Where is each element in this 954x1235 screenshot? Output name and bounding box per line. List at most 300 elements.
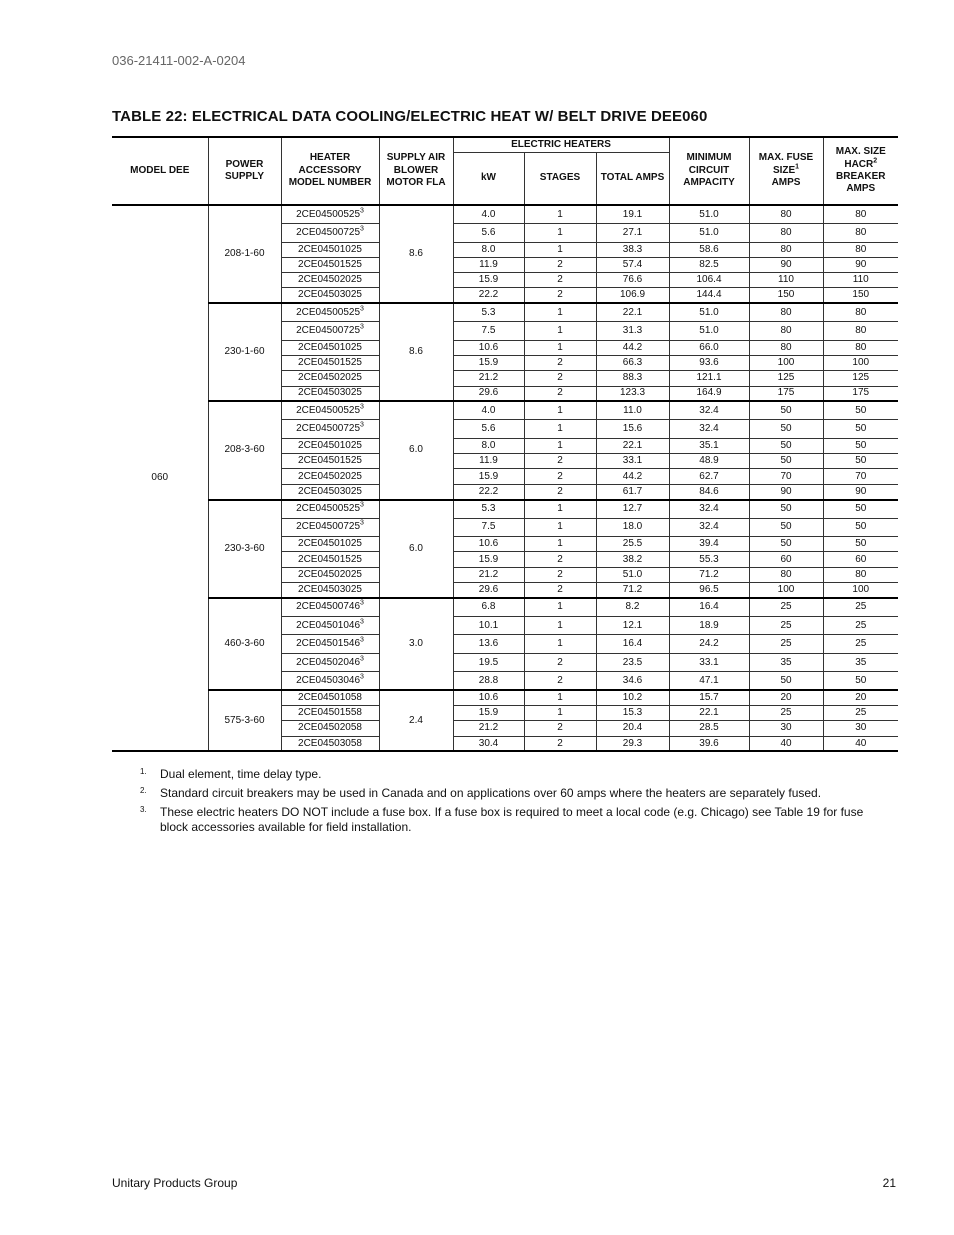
cell-hacr: 50 <box>823 401 898 420</box>
cell-blower-fla: 8.6 <box>379 205 453 303</box>
header-max-fuse-unit: AMPS <box>771 177 801 189</box>
table-row <box>112 303 898 322</box>
table-row <box>112 401 898 420</box>
footnote-ref-3: 3 <box>360 225 364 233</box>
cell-total-amps: 57.4 <box>596 257 669 272</box>
footnote-ref-3: 3 <box>360 519 364 527</box>
footer-company: Unitary Products Group <box>112 1176 238 1190</box>
cell-kw: 4.0 <box>453 205 524 224</box>
cell-heater-model <box>281 420 379 439</box>
cell-total-amps: 123.3 <box>596 386 669 401</box>
cell-min-circuit: 39.4 <box>669 537 749 552</box>
cell-max-fuse: 30 <box>749 721 823 736</box>
cell-total-amps: 12.7 <box>596 500 669 519</box>
cell-total-amps: 19.1 <box>596 205 669 224</box>
cell-stages: 1 <box>524 242 596 257</box>
cell-kw: 4.0 <box>453 401 524 420</box>
cell-hacr: 50 <box>823 454 898 469</box>
cell-power-supply: 460-3-60 <box>208 598 281 691</box>
table-row <box>112 598 898 617</box>
cell-max-fuse: 100 <box>749 355 823 370</box>
cell-total-amps: 33.1 <box>596 454 669 469</box>
cell-min-circuit: 48.9 <box>669 454 749 469</box>
cell-power-supply: 230-3-60 <box>208 500 281 598</box>
cell-total-amps: 16.4 <box>596 635 669 654</box>
table-body <box>112 205 898 751</box>
cell-max-fuse: 80 <box>749 242 823 257</box>
cell-power-supply: 208-1-60 <box>208 205 281 303</box>
heater-model-number: 2CE04501025 <box>298 243 362 255</box>
cell-stages: 2 <box>524 371 596 386</box>
cell-kw: 5.6 <box>453 420 524 439</box>
cell-kw: 28.8 <box>453 672 524 691</box>
cell-heater-model <box>281 616 379 635</box>
cell-stages: 1 <box>524 635 596 654</box>
cell-total-amps: 22.1 <box>596 438 669 453</box>
footnote-number: 2. <box>140 786 147 795</box>
cell-max-fuse: 80 <box>749 567 823 582</box>
cell-max-fuse: 25 <box>749 616 823 635</box>
cell-total-amps: 18.0 <box>596 518 669 537</box>
heater-model-number: 2CE04501525 <box>298 258 362 270</box>
header-total-amps: TOTAL AMPS <box>596 152 669 205</box>
heater-model-number: 2CE04500746 <box>296 601 361 613</box>
cell-hacr: 80 <box>823 322 898 341</box>
cell-total-amps: 38.2 <box>596 552 669 567</box>
cell-total-amps: 29.3 <box>596 736 669 751</box>
cell-kw: 15.9 <box>453 273 524 288</box>
cell-kw: 5.6 <box>453 224 524 243</box>
cell-total-amps: 76.6 <box>596 273 669 288</box>
cell-total-amps: 25.5 <box>596 537 669 552</box>
cell-min-circuit: 55.3 <box>669 552 749 567</box>
cell-kw: 11.9 <box>453 454 524 469</box>
cell-heater-model <box>281 303 379 322</box>
footnote-ref-3: 3 <box>360 323 364 331</box>
cell-total-amps: 44.2 <box>596 340 669 355</box>
cell-hacr: 175 <box>823 386 898 401</box>
cell-blower-fla: 6.0 <box>379 500 453 598</box>
cell-total-amps: 31.3 <box>596 322 669 341</box>
cell-hacr: 50 <box>823 537 898 552</box>
cell-hacr: 80 <box>823 340 898 355</box>
cell-kw: 15.9 <box>453 706 524 721</box>
cell-kw: 22.2 <box>453 288 524 303</box>
cell-kw: 10.1 <box>453 616 524 635</box>
cell-stages: 1 <box>524 340 596 355</box>
cell-heater-model <box>281 518 379 537</box>
cell-heater-model <box>281 242 379 257</box>
table-row <box>112 500 898 519</box>
cell-hacr: 60 <box>823 552 898 567</box>
cell-stages: 1 <box>524 690 596 705</box>
cell-hacr: 20 <box>823 690 898 705</box>
page-number: 21 <box>882 1176 896 1190</box>
cell-stages: 1 <box>524 706 596 721</box>
cell-min-circuit: 93.6 <box>669 355 749 370</box>
cell-total-amps: 38.3 <box>596 242 669 257</box>
cell-heater-model <box>281 598 379 617</box>
cell-stages: 1 <box>524 518 596 537</box>
heater-model-number: 2CE04502058 <box>298 722 362 734</box>
heater-model-number: 2CE04502025 <box>298 274 362 286</box>
cell-min-circuit: 32.4 <box>669 420 749 439</box>
cell-blower-fla: 8.6 <box>379 303 453 401</box>
cell-heater-model <box>281 454 379 469</box>
cell-min-circuit: 84.6 <box>669 484 749 499</box>
cell-max-fuse: 50 <box>749 500 823 519</box>
footnote-ref-3: 3 <box>360 655 364 663</box>
cell-stages: 1 <box>524 303 596 322</box>
heater-model-number: 2CE04501546 <box>296 638 361 649</box>
cell-max-fuse: 25 <box>749 706 823 721</box>
cell-total-amps: 27.1 <box>596 224 669 243</box>
cell-kw: 6.8 <box>453 598 524 617</box>
cell-kw: 10.6 <box>453 690 524 705</box>
cell-stages: 1 <box>524 401 596 420</box>
cell-heater-model <box>281 257 379 272</box>
cell-kw: 11.9 <box>453 257 524 272</box>
cell-total-amps: 44.2 <box>596 469 669 484</box>
cell-max-fuse: 35 <box>749 653 823 672</box>
header-model: MODEL DEE <box>112 137 208 205</box>
electrical-data-table-container <box>112 136 898 752</box>
cell-min-circuit: 15.7 <box>669 690 749 705</box>
cell-min-circuit: 121.1 <box>669 371 749 386</box>
footnotes <box>140 767 870 839</box>
cell-kw: 8.0 <box>453 242 524 257</box>
cell-stages: 1 <box>524 322 596 341</box>
cell-kw: 30.4 <box>453 736 524 751</box>
cell-hacr: 30 <box>823 721 898 736</box>
cell-max-fuse: 80 <box>749 340 823 355</box>
cell-min-circuit: 22.1 <box>669 706 749 721</box>
cell-stages: 2 <box>524 736 596 751</box>
cell-stages: 1 <box>524 598 596 617</box>
heater-model-number: 2CE04500725 <box>296 324 361 336</box>
footnote-ref-3: 3 <box>360 618 364 626</box>
cell-kw: 29.6 <box>453 386 524 401</box>
heater-model-number: 2CE04502025 <box>298 470 362 482</box>
cell-stages: 1 <box>524 500 596 519</box>
header-power-supply: POWER SUPPLY <box>208 137 281 205</box>
cell-min-circuit: 24.2 <box>669 635 749 654</box>
header-max-fuse <box>749 137 823 205</box>
cell-stages: 2 <box>524 582 596 597</box>
heater-model-number: 2CE04503058 <box>298 737 362 749</box>
cell-kw: 15.9 <box>453 355 524 370</box>
cell-max-fuse: 100 <box>749 582 823 597</box>
cell-hacr: 50 <box>823 672 898 691</box>
cell-min-circuit: 164.9 <box>669 386 749 401</box>
header-blower-fla: SUPPLY AIR BLOWER MOTOR FLA <box>379 137 453 205</box>
footnote-number: 1. <box>140 767 147 776</box>
cell-min-circuit: 35.1 <box>669 438 749 453</box>
heater-model-number: 2CE04501558 <box>298 707 362 719</box>
cell-model: 060 <box>112 205 208 751</box>
cell-stages: 2 <box>524 484 596 499</box>
cell-total-amps: 15.6 <box>596 420 669 439</box>
heater-model-number: 2CE04500525 <box>296 404 361 416</box>
cell-total-amps: 106.9 <box>596 288 669 303</box>
cell-total-amps: 51.0 <box>596 567 669 582</box>
cell-max-fuse: 25 <box>749 635 823 654</box>
cell-heater-model <box>281 401 379 420</box>
header-min-circuit: MINIMUM CIRCUIT AMPACITY <box>669 137 749 205</box>
footnote-ref-3: 3 <box>360 673 364 681</box>
footnote-text: Standard circuit breakers may be used in Canada and on applications over 60 amps where the heaters are separately fused. <box>160 786 822 800</box>
document-id: 036-21411-002-A-0204 <box>112 53 246 68</box>
heater-model-number: 2CE04500725 <box>296 423 361 435</box>
cell-max-fuse: 80 <box>749 205 823 224</box>
heater-model-number: 2CE04501025 <box>298 538 362 550</box>
cell-max-fuse: 50 <box>749 401 823 420</box>
cell-max-fuse: 50 <box>749 454 823 469</box>
cell-min-circuit: 62.7 <box>669 469 749 484</box>
cell-power-supply: 208-3-60 <box>208 401 281 499</box>
cell-stages: 2 <box>524 567 596 582</box>
footnote-text: These electric heaters DO NOT include a fuse box. If a fuse box is required to meet a local code (e.g. Chicago) see Table 19 for fuse block accessories available for field installation. <box>160 805 864 834</box>
cell-heater-model <box>281 438 379 453</box>
cell-max-fuse: 90 <box>749 484 823 499</box>
footnote-text: Dual element, time delay type. <box>160 767 322 781</box>
heater-model-number: 2CE04502025 <box>298 372 362 384</box>
cell-stages: 2 <box>524 454 596 469</box>
footnote-ref-3: 3 <box>360 636 364 644</box>
heater-model-number: 2CE04501525 <box>298 357 362 369</box>
footnote-ref-3: 3 <box>360 421 364 429</box>
cell-min-circuit: 28.5 <box>669 721 749 736</box>
cell-min-circuit: 51.0 <box>669 224 749 243</box>
cell-stages: 2 <box>524 257 596 272</box>
header-kw: kW <box>453 152 524 205</box>
cell-stages: 1 <box>524 420 596 439</box>
cell-heater-model <box>281 552 379 567</box>
cell-max-fuse: 80 <box>749 322 823 341</box>
cell-min-circuit: 51.0 <box>669 322 749 341</box>
heater-model-number: 2CE04501025 <box>298 440 362 452</box>
cell-kw: 21.2 <box>453 567 524 582</box>
cell-hacr: 80 <box>823 205 898 224</box>
cell-min-circuit: 18.9 <box>669 616 749 635</box>
heater-model-number: 2CE04503046 <box>296 674 361 686</box>
cell-min-circuit: 16.4 <box>669 598 749 617</box>
header-electric-heaters: ELECTRIC HEATERS <box>453 137 669 152</box>
cell-hacr: 150 <box>823 288 898 303</box>
cell-hacr: 25 <box>823 598 898 617</box>
cell-heater-model <box>281 224 379 243</box>
footnote <box>140 767 870 782</box>
heater-model-number: 2CE04500725 <box>296 521 361 533</box>
footnote-number: 3. <box>140 805 147 814</box>
footnote <box>140 805 870 835</box>
cell-stages: 2 <box>524 552 596 567</box>
cell-heater-model <box>281 484 379 499</box>
cell-max-fuse: 50 <box>749 420 823 439</box>
cell-kw: 13.6 <box>453 635 524 654</box>
cell-kw: 8.0 <box>453 438 524 453</box>
cell-max-fuse: 25 <box>749 598 823 617</box>
cell-hacr: 110 <box>823 273 898 288</box>
cell-heater-model <box>281 322 379 341</box>
heater-model-number: 2CE04502046 <box>296 656 361 668</box>
cell-kw: 10.6 <box>453 340 524 355</box>
cell-stages: 2 <box>524 386 596 401</box>
cell-heater-model <box>281 672 379 691</box>
cell-max-fuse: 50 <box>749 672 823 691</box>
footnote-ref-2: 2 <box>873 157 878 165</box>
cell-max-fuse: 175 <box>749 386 823 401</box>
cell-total-amps: 34.6 <box>596 672 669 691</box>
cell-total-amps: 11.0 <box>596 401 669 420</box>
cell-stages: 2 <box>524 288 596 303</box>
cell-kw: 21.2 <box>453 721 524 736</box>
header-max-fuse-text: MAX. FUSE SIZE <box>758 152 814 176</box>
table-row <box>112 205 898 224</box>
heater-model-number: 2CE04502025 <box>298 568 362 580</box>
cell-heater-model <box>281 690 379 705</box>
cell-heater-model <box>281 500 379 519</box>
footnote-ref-1: 1 <box>795 163 800 171</box>
cell-total-amps: 61.7 <box>596 484 669 499</box>
electrical-data-table <box>112 136 898 752</box>
cell-kw: 21.2 <box>453 371 524 386</box>
cell-total-amps: 23.5 <box>596 653 669 672</box>
heater-model-number: 2CE04503025 <box>298 387 362 399</box>
cell-kw: 5.3 <box>453 500 524 519</box>
cell-heater-model <box>281 371 379 386</box>
header-stages: STAGES <box>524 152 596 205</box>
cell-heater-model <box>281 205 379 224</box>
cell-hacr: 70 <box>823 469 898 484</box>
cell-min-circuit: 51.0 <box>669 303 749 322</box>
cell-blower-fla: 2.4 <box>379 690 453 751</box>
cell-kw: 7.5 <box>453 518 524 537</box>
cell-stages: 2 <box>524 721 596 736</box>
cell-min-circuit: 144.4 <box>669 288 749 303</box>
cell-hacr: 40 <box>823 736 898 751</box>
cell-kw: 19.5 <box>453 653 524 672</box>
heater-model-number: 2CE04503025 <box>298 289 362 301</box>
cell-blower-fla: 6.0 <box>379 401 453 499</box>
cell-min-circuit: 33.1 <box>669 653 749 672</box>
cell-max-fuse: 80 <box>749 303 823 322</box>
cell-stages: 1 <box>524 537 596 552</box>
cell-min-circuit: 32.4 <box>669 401 749 420</box>
cell-heater-model <box>281 386 379 401</box>
cell-kw: 15.9 <box>453 552 524 567</box>
cell-heater-model <box>281 537 379 552</box>
cell-hacr: 25 <box>823 635 898 654</box>
header-hacr-text: MAX. SIZE HACR <box>835 146 886 170</box>
heater-model-number: 2CE04500725 <box>296 226 361 238</box>
heater-model-number: 2CE04503025 <box>298 583 362 595</box>
cell-min-circuit: 51.0 <box>669 205 749 224</box>
cell-kw: 15.9 <box>453 469 524 484</box>
footnote-ref-3: 3 <box>360 501 364 509</box>
cell-total-amps: 71.2 <box>596 582 669 597</box>
heater-model-number: 2CE04500525 <box>296 503 361 515</box>
heater-model-number: 2CE04500525 <box>296 306 361 318</box>
cell-stages: 1 <box>524 438 596 453</box>
cell-max-fuse: 150 <box>749 288 823 303</box>
header-heater-model: HEATER ACCESSORY MODEL NUMBER <box>281 137 379 205</box>
cell-max-fuse: 50 <box>749 518 823 537</box>
cell-min-circuit: 47.1 <box>669 672 749 691</box>
cell-hacr: 80 <box>823 567 898 582</box>
heater-model-number: 2CE04501058 <box>298 692 362 704</box>
cell-heater-model <box>281 721 379 736</box>
cell-min-circuit: 96.5 <box>669 582 749 597</box>
cell-max-fuse: 50 <box>749 438 823 453</box>
cell-hacr: 100 <box>823 355 898 370</box>
cell-kw: 5.3 <box>453 303 524 322</box>
cell-power-supply: 230-1-60 <box>208 303 281 401</box>
table-title: TABLE 22: ELECTRICAL DATA COOLING/ELECTRIC HEAT W/ BELT DRIVE DEE060 <box>112 108 708 125</box>
cell-hacr: 25 <box>823 706 898 721</box>
cell-total-amps: 66.3 <box>596 355 669 370</box>
cell-heater-model <box>281 567 379 582</box>
cell-heater-model <box>281 469 379 484</box>
cell-max-fuse: 80 <box>749 224 823 243</box>
cell-blower-fla: 3.0 <box>379 598 453 691</box>
cell-stages: 2 <box>524 273 596 288</box>
cell-max-fuse: 60 <box>749 552 823 567</box>
cell-min-circuit: 32.4 <box>669 518 749 537</box>
cell-hacr: 80 <box>823 242 898 257</box>
cell-stages: 2 <box>524 672 596 691</box>
cell-kw: 29.6 <box>453 582 524 597</box>
cell-heater-model <box>281 653 379 672</box>
cell-hacr: 90 <box>823 484 898 499</box>
cell-total-amps: 10.2 <box>596 690 669 705</box>
cell-min-circuit: 82.5 <box>669 257 749 272</box>
cell-stages: 2 <box>524 355 596 370</box>
cell-max-fuse: 20 <box>749 690 823 705</box>
cell-hacr: 50 <box>823 420 898 439</box>
heater-model-number: 2CE04501525 <box>298 553 362 565</box>
cell-stages: 1 <box>524 616 596 635</box>
cell-heater-model <box>281 582 379 597</box>
cell-hacr: 80 <box>823 303 898 322</box>
heater-model-number: 2CE04501025 <box>298 341 362 353</box>
footnote-ref-3: 3 <box>360 305 364 313</box>
cell-hacr: 100 <box>823 582 898 597</box>
cell-min-circuit: 32.4 <box>669 500 749 519</box>
footnote-ref-3: 3 <box>360 403 364 411</box>
cell-max-fuse: 125 <box>749 371 823 386</box>
heater-model-number: 2CE04503025 <box>298 485 362 497</box>
cell-min-circuit: 58.6 <box>669 242 749 257</box>
cell-hacr: 50 <box>823 518 898 537</box>
cell-stages: 2 <box>524 653 596 672</box>
cell-max-fuse: 40 <box>749 736 823 751</box>
cell-max-fuse: 50 <box>749 537 823 552</box>
cell-heater-model <box>281 635 379 654</box>
cell-hacr: 50 <box>823 438 898 453</box>
cell-total-amps: 15.3 <box>596 706 669 721</box>
cell-kw: 22.2 <box>453 484 524 499</box>
cell-heater-model <box>281 706 379 721</box>
cell-heater-model <box>281 273 379 288</box>
cell-hacr: 125 <box>823 371 898 386</box>
cell-stages: 2 <box>524 469 596 484</box>
cell-hacr: 80 <box>823 224 898 243</box>
cell-total-amps: 12.1 <box>596 616 669 635</box>
footnote-ref-3: 3 <box>360 207 364 215</box>
cell-min-circuit: 71.2 <box>669 567 749 582</box>
header-hacr <box>823 137 898 205</box>
